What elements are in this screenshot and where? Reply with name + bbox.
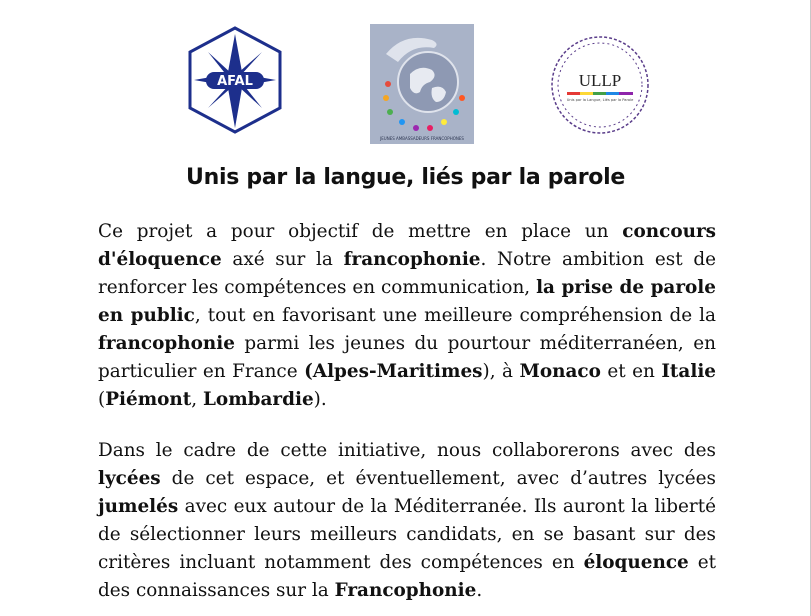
- bold-text: concours d'éloquence: [98, 221, 716, 270]
- text-run: parmi les jeunes du pourtour méditerranéen, en particulier en France: [98, 333, 716, 382]
- paragraph-initiative: [98, 437, 716, 605]
- bold-text: jumelés: [98, 496, 179, 517]
- text-run: avec eux autour de la Méditerranée. Ils auront la liberté de sélectionner leurs meilleurs candidats, en se basant sur des critères incluant notamment des compétences en: [98, 496, 716, 573]
- logo-row: [0, 22, 811, 147]
- text-run: .: [476, 580, 483, 601]
- text-run: ,: [191, 389, 203, 410]
- paragraph-intro: [98, 218, 716, 414]
- bold-text: Piémont: [105, 389, 192, 410]
- bold-text: Lombardie: [203, 389, 314, 410]
- text-run: , tout en favorisant une meilleure compréhension de la: [194, 305, 717, 326]
- bold-text: francophonie: [343, 249, 481, 270]
- text-run: et en: [600, 361, 662, 382]
- text-run: . Notre ambition est de renforcer les compétences en communication,: [98, 249, 716, 298]
- text-run: ).: [313, 389, 327, 410]
- bold-text: Monaco: [519, 361, 601, 382]
- text-run: de cet espace, et éventuellement, avec d’autres lycées: [160, 468, 716, 489]
- ullp-logo-text: ULLP: [578, 71, 622, 90]
- afal-logo-text: AFAL: [217, 74, 253, 89]
- text-run: Ce projet a pour objectif de mettre en place un: [98, 221, 623, 242]
- bold-text: éloquence: [583, 552, 689, 573]
- ullp-logo: [545, 30, 655, 140]
- afal-logo: [180, 24, 290, 136]
- text-run: et des connaissances sur la: [98, 552, 717, 601]
- bold-text: la prise de parole en public: [98, 277, 716, 326]
- bold-text: lycées: [98, 468, 161, 489]
- text-run: (: [98, 389, 106, 410]
- text-run: ), à: [482, 361, 520, 382]
- bold-text: Italie: [661, 361, 716, 382]
- text-run: Dans le cadre de cette initiative, nous collaborerons avec des: [98, 440, 716, 461]
- bold-text: (Alpes-Maritimes: [304, 361, 483, 382]
- bold-text: Francophonie: [334, 580, 477, 601]
- jeunes-ambassadeurs-logo: [370, 24, 474, 144]
- page-title: Unis par la langue, liés par la parole: [186, 165, 625, 190]
- ullp-tagline: Unis par la Langue, Liés par la Parole: [566, 98, 634, 102]
- text-run: axé sur la: [221, 249, 344, 270]
- bold-text: francophonie: [98, 333, 235, 354]
- jeunes-ambassadeurs-caption: JEUNES AMBASSADEURS FRANCOPHONES: [380, 136, 464, 141]
